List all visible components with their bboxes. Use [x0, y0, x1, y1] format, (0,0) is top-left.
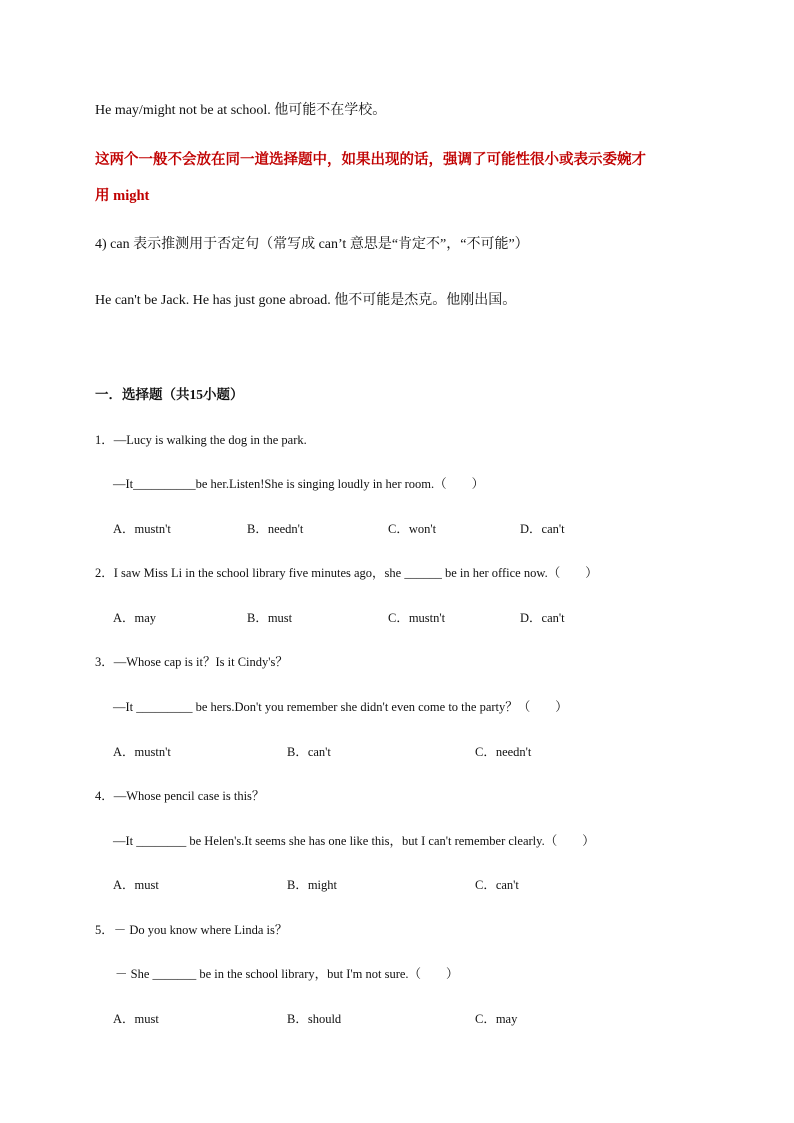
- note-highlight-line-1: 这两个一般不会放在同一道选择题中，如果出现的话，强调了可能性很小或表示委婉才: [95, 152, 646, 168]
- question-3-option-c[interactable]: C．needn't: [475, 745, 532, 759]
- note-modal-example: He may/might not be at school. 他可能不在学校。: [95, 103, 387, 118]
- question-1-option-d[interactable]: D．can't: [520, 522, 565, 536]
- question-1-option-b[interactable]: B．needn't: [247, 522, 304, 536]
- question-2-option-a[interactable]: A．may: [113, 611, 157, 625]
- question-4-stem: 4．—Whose pencil case is this？: [95, 789, 265, 803]
- question-3-option-b[interactable]: B．can't: [287, 745, 331, 759]
- question-5-option-c[interactable]: C．may: [475, 1012, 518, 1026]
- question-5-option-a[interactable]: A．must: [113, 1012, 159, 1026]
- question-2-option-d[interactable]: D．can't: [520, 611, 565, 625]
- question-1-option-a[interactable]: A．mustn't: [113, 522, 171, 536]
- question-1-stem: 1．—Lucy is walking the dog in the park.: [95, 433, 307, 447]
- note-highlight-line-2: 用 might: [95, 188, 150, 204]
- question-2-stem: 2．I saw Miss Li in the school library five minutes ago，she ______ be in her office now.（ ）: [95, 566, 598, 580]
- question-1-sub: —It__________be her.Listen!She is singing loudly in her room.（ ）: [113, 477, 485, 491]
- question-4-option-c[interactable]: C．can't: [475, 878, 519, 892]
- question-3-option-a[interactable]: A．mustn't: [113, 745, 171, 759]
- question-1-option-c[interactable]: C．won't: [388, 522, 437, 536]
- note-example-4: He can't be Jack. He has just gone abroad. 他不可能是杰克。他刚出国。: [95, 293, 517, 308]
- question-2-option-c[interactable]: C．mustn't: [388, 611, 446, 625]
- question-2-option-b[interactable]: B．must: [247, 611, 293, 625]
- question-5-stem: 5．－ Do you know where Linda is？: [95, 923, 288, 937]
- question-3-stem: 3．—Whose cap is it？Is it Cindy's？: [95, 655, 288, 669]
- question-3-sub: —It _________ be hers.Don't you remember she didn't even come to the party？（ ）: [113, 700, 568, 714]
- question-5-option-b[interactable]: B．should: [287, 1012, 342, 1026]
- question-4-sub: —It ________ be Helen's.It seems she has one like this，but I can't remember clearly.（ ）: [113, 834, 595, 848]
- question-4-option-b[interactable]: B．might: [287, 878, 338, 892]
- section-title: 一．选择题（共15小题）: [95, 387, 244, 402]
- question-5-sub: － She _______ be in the school library，but I'm not sure.（ ）: [115, 967, 459, 981]
- question-4-option-a[interactable]: A．must: [113, 878, 159, 892]
- note-rule-4: 4) can 表示推测用于否定句（常写成 can’t 意思是“肯定不”，“不可能”）: [95, 237, 529, 252]
